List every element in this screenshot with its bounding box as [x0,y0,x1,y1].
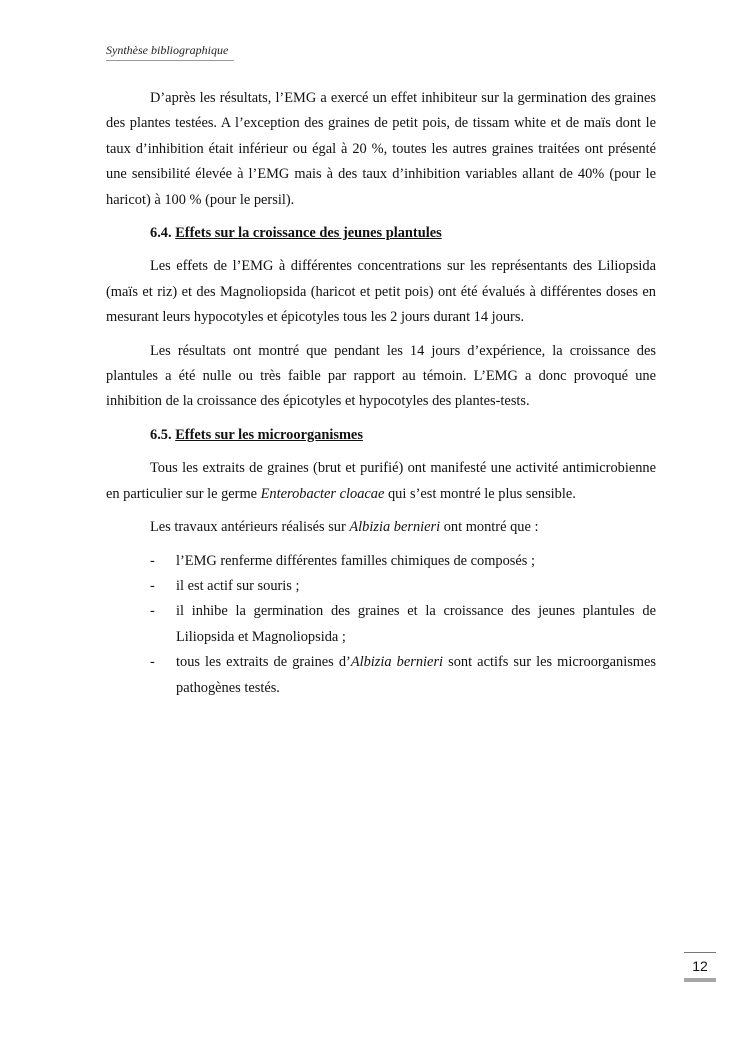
list-item [106,574,656,599]
species-name: Albizia bernieri [350,654,444,671]
header-rule [106,60,234,61]
paragraph-growth-methods: Les effets de l’EMG à différentes concentrations sur les représentants des Liliopsida (maïs et riz) et des Magnoliopsida (haricot et petit pois) ont été évalués à différentes doses en mesurant leurs hypocotyles et épicotyles tous les 2 jours durant 14 jours. [106,258,656,326]
text-run: sont actifs sur les microorganismes pathogènes testés. [176,654,656,696]
section-title: Effets sur la croissance des jeunes plantules [175,225,442,242]
list-item [106,650,656,701]
paragraph-growth-results: Les résultats ont montré que pendant les 14 jours d’expérience, la croissance des plantules a été nulle ou très faible par rapport au témoin. L’EMG a donc provoqué une inhibition de la croissance des épicotyles et hypocotyles des plantes-tests. [106,342,656,410]
page-number-bar [684,978,716,982]
list-item-text [176,654,656,695]
list-item-text: il inhibe la germination des graines et la croissance des jeunes plantules de Liliopsida et Magnoliopsida ; [176,603,656,645]
page-content [106,86,656,701]
findings-list [106,549,656,701]
list-item-text: il est actif sur souris ; [176,577,300,594]
section-heading-6-5 [150,423,656,448]
text-run: tous les extraits de graines d’ [176,654,351,671]
list-dash: - [150,603,155,620]
list-dash: - [150,577,155,594]
section-number: 6.5. [150,426,172,443]
text-run: Les travaux antérieurs réalisés sur [150,519,350,536]
species-name: Albizia bernieri [349,519,441,536]
list-item [106,549,656,574]
species-name: Enterobacter cloacae [260,485,385,502]
paragraph-germination-results: D’après les résultats, l’EMG a exercé un effet inhibiteur sur la germination des graines des plantes testées. A l’exception des graines de petit pois, de tissam white et de maïs dont le taux d’inhibition était inférieur ou égal à 20 %, toutes les autres graines traitées ont présenté une sensibilité élevée à l’EMG mais à des taux d’inhibition variables allant de 40% (pour le haricot) à 100 % (pour le persil). [106,90,656,208]
list-dash: - [150,552,155,569]
text-run: ont montré que : [440,519,539,536]
paragraph-antimicrobial [106,456,656,507]
section-heading-6-4 [150,221,656,246]
running-header: Synthèse bibliographique [106,43,229,57]
paragraph-prior-work [150,515,656,540]
page-number: 12 [684,952,716,981]
text-run: Tous les extraits de graines (brut et purifié) ont manifesté une activité antimicrobienne en particulier sur le germe [106,460,656,502]
list-dash: - [150,654,155,671]
list-item-text: l’EMG renferme différentes familles chimiques de composés ; [176,552,535,569]
text-run: qui s’est montré le plus sensible. [384,485,576,502]
section-number: 6.4. [150,225,172,242]
section-title: Effets sur les microorganismes [175,426,363,443]
list-item [106,599,656,650]
